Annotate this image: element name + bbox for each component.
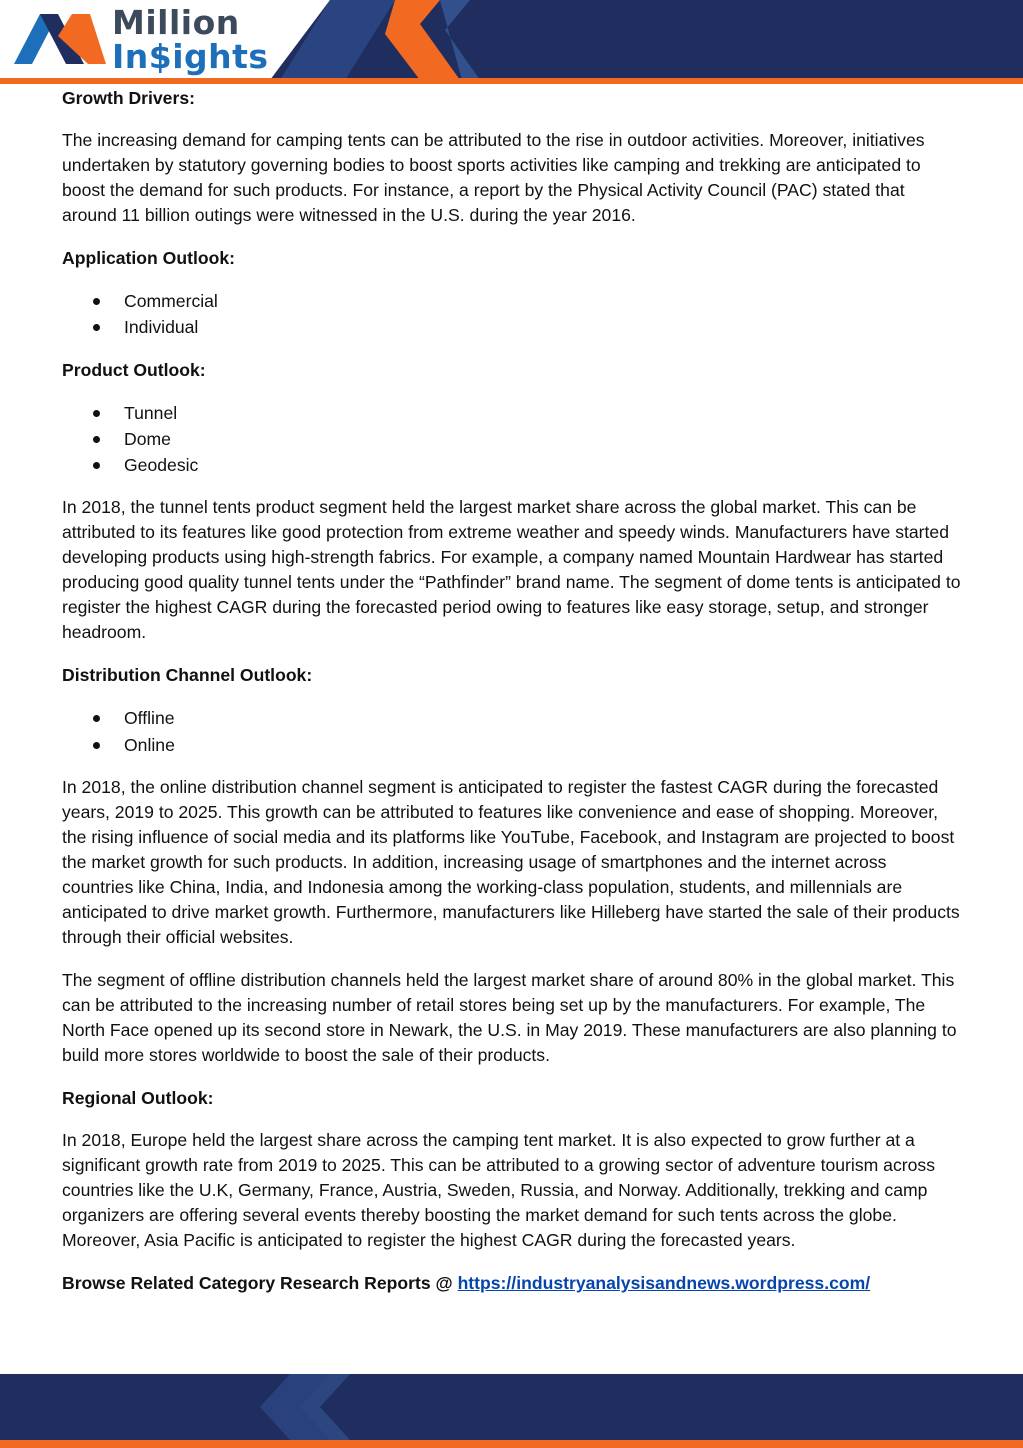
- footer-banner: [0, 1374, 1023, 1448]
- list-item: Offline: [62, 705, 962, 731]
- browse-link[interactable]: https://industryanalysisandnews.wordpress.com/: [457, 1273, 871, 1294]
- product-list: [62, 400, 962, 479]
- application-outlook-heading: Application Outlook:: [62, 248, 235, 268]
- brand-line2: In$ights: [112, 37, 269, 76]
- list-item: Commercial: [62, 288, 962, 314]
- page-footer: [0, 1374, 1023, 1448]
- list-item: Geodesic: [62, 452, 962, 478]
- brand-logo: [112, 3, 269, 76]
- browse-related-line: [62, 1271, 962, 1296]
- regional-paragraph: In 2018, Europe held the largest share across the camping tent market. It is also expected to grow further at a significant growth rate from 2019 to 2025. This can be attributed to a growing sector of adventure tourism across countries like the U.K, Germany, France, Austria, Sweden, Russia, and Norway. Additionally, trekking and camp organizers are offering several events thereby boosting the market demand for such tents across the globe. Moreover, Asia Pacific is anticipated to register the highest CAGR during the forecasted years.: [62, 1130, 935, 1251]
- page-header: [0, 0, 1023, 84]
- growth-drivers-paragraph: The increasing demand for camping tents can be attributed to the rise in outdoor activities. Moreover, initiatives undertaken by statutory governing bodies to boost sports activities like camping and trekking are anticipated to boost the demand for such products. For instance, a report by the Physical Activity Council (PAC) stated that around 11 billion outings were witnessed in the U.S. during the year 2016.: [62, 130, 925, 225]
- list-item: Individual: [62, 314, 962, 340]
- product-paragraph: In 2018, the tunnel tents product segment held the largest market share across the global market. This can be attributed to its features like good protection from extreme weather and speedy winds. Manufacturers have started developing products using high-strength fabrics. For example, a company named Mountain Hardwear has started producing good quality tunnel tents under the “Pathfinder” brand name. The segment of dome tents is anticipated to register the highest CAGR during the forecasted period owing to features like easy storage, setup, and stronger headroom.: [62, 497, 961, 643]
- regional-outlook-heading: Regional Outlook:: [62, 1088, 214, 1109]
- distribution-outlook-heading: Distribution Channel Outlook:: [62, 665, 313, 686]
- distribution-paragraph-online: In 2018, the online distribution channel segment is anticipated to register the fastest CAGR during the forecasted years, 2019 to 2025. This growth can be attributed to features like convenience and ease of shopping. Moreover, the rising influence of social media and its platforms like YouTube, Facebook, and Instagram are projected to boost the market growth for such products. In addition, increasing usage of smartphones and the internet across countries like China, India, and Indonesia among the working-class population, students, and millennials are anticipated to drive market growth. Furthermore, manufacturers like Hilleberg have started the sale of their products through their official websites.: [62, 777, 960, 948]
- application-list: [62, 288, 962, 341]
- growth-drivers-heading: Growth Drivers:: [62, 88, 195, 108]
- logo-mark-icon: [14, 6, 110, 68]
- distribution-paragraph-offline: The segment of offline distribution channels held the largest market share of around 80% in the global market. This can be attributed to the increasing number of retail stores being set up by the manufacturers. For example, The North Face opened up its second store in Newark, the U.S. in May 2019. These manufacturers are also planning to build more stores worldwide to boost the sale of their products.: [62, 970, 957, 1066]
- list-item: Tunnel: [62, 400, 962, 426]
- brand-line1: Million: [112, 3, 240, 42]
- product-outlook-heading: Product Outlook:: [62, 359, 206, 380]
- list-item: Dome: [62, 426, 962, 452]
- list-item: Online: [62, 732, 962, 758]
- browse-label: Browse Related Category Research Reports @: [62, 1273, 453, 1294]
- document-body: [62, 86, 962, 1314]
- distribution-list: [62, 705, 962, 758]
